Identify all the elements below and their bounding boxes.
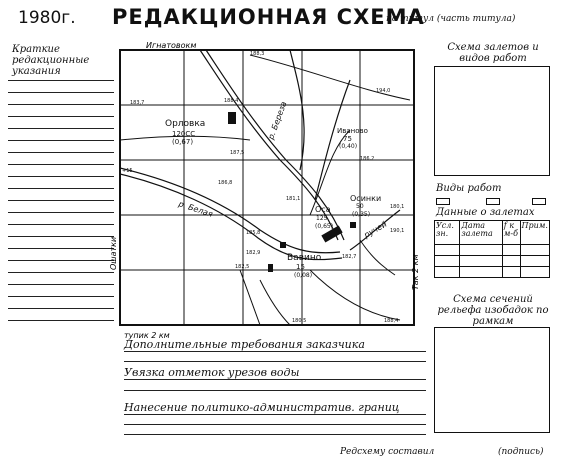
rule-line <box>8 92 114 93</box>
flights-scheme-box <box>434 66 550 176</box>
settlement-osa-pop: 125 <box>316 215 328 222</box>
river-label-bereza: р. Береза <box>266 100 289 141</box>
roads <box>120 55 410 325</box>
flight-data-heading: Данные о залетах <box>436 207 535 218</box>
settlement-osinki-sub: (0,35) <box>352 211 371 218</box>
rule-line <box>8 224 114 225</box>
height-mark: 180,1 <box>390 204 405 210</box>
flight-col-symbol: Усл. зн. <box>435 221 460 245</box>
height-mark: 183,7 <box>130 100 145 106</box>
settlement-osa: Оса <box>315 205 331 214</box>
settlement-orlovka-pop: 120СС <box>172 130 196 138</box>
requirement-water-marks: Увязка отметок урезов воды <box>124 366 300 379</box>
page-subtitle: на титул (часть титула) <box>386 14 516 24</box>
height-mark: 182,5 <box>235 264 250 270</box>
compiled-by-label: Редсхему составил <box>340 447 435 457</box>
page-title: РЕДАКЦИОННАЯ СХЕМА <box>112 5 425 29</box>
settlement-osinki-pop: 50 <box>356 203 364 210</box>
flight-col-f: f к м-б <box>502 221 520 245</box>
height-mark: 185,8 <box>246 230 261 236</box>
map-sketch <box>110 40 420 340</box>
settlement-orlovka-sub: (0,67) <box>172 138 194 146</box>
settlement-ivanovo: Иваново <box>337 127 368 135</box>
rule-line <box>8 188 114 189</box>
height-mark: 186,2 <box>360 156 375 162</box>
flights-scheme-heading: Схема залетов и видов работ <box>447 42 539 64</box>
rule-line <box>8 152 114 153</box>
height-mark: 188,4 <box>224 98 239 104</box>
height-mark: +15 <box>122 168 133 174</box>
height-mark: 182,7 <box>342 254 357 260</box>
height-mark: 187,5 <box>230 150 245 156</box>
instruction-lines <box>8 80 114 330</box>
work-type-swatch <box>486 198 500 205</box>
map-right-label: Так 2 км <box>411 254 420 290</box>
rule-line <box>8 236 114 237</box>
rivers <box>120 50 400 260</box>
requirement-boundaries: Нанесение политико-административ. границ <box>124 401 400 414</box>
rule-line <box>8 176 114 177</box>
settlement-orlovka: Орловка <box>165 119 206 129</box>
height-mark: 182,9 <box>246 250 261 256</box>
height-mark: 194,0 <box>376 88 391 94</box>
height-mark: 188,4 <box>384 318 399 324</box>
height-mark: 186,8 <box>218 180 233 186</box>
section-scheme-box <box>434 327 550 433</box>
river-label-stream: ручей <box>362 219 389 240</box>
settlement-vavino-pop: 15 <box>296 263 305 271</box>
rule-line <box>8 284 114 285</box>
map-top-label: Игнатовокм <box>146 41 197 50</box>
rule-line <box>8 320 114 321</box>
rule-line <box>8 140 114 141</box>
requirement-customer: Дополнительные требования заказчика <box>124 338 365 351</box>
year: 1980г. <box>18 8 76 28</box>
map-left-label: Ошатки <box>109 236 118 270</box>
rule-line <box>8 272 114 273</box>
section-scheme-heading: Схема сечений рельефа изобадок по рамкам <box>437 294 549 327</box>
rule-line <box>8 128 114 129</box>
rule-line <box>8 80 114 81</box>
work-types-heading: Виды работ <box>436 183 502 194</box>
settlement-vavino: Вавино <box>287 253 322 263</box>
flight-col-note: Прим. <box>520 221 549 245</box>
rule-line <box>8 308 114 309</box>
settlement-osa-sub: (0,65) <box>315 223 334 230</box>
rule-line <box>8 164 114 165</box>
rule-line <box>8 104 114 105</box>
rule-line <box>8 248 114 249</box>
work-type-swatch <box>532 198 546 205</box>
rule-line <box>8 200 114 201</box>
settlement-ivanovo-sub: (0,40) <box>339 143 358 150</box>
river-label-belaya: р. Белая <box>177 199 214 219</box>
signature-label: (подпись) <box>498 447 544 457</box>
settlement-vavino-sub: (0,08) <box>294 272 313 279</box>
brief-instructions-heading: Краткие редакционные указания <box>12 44 90 77</box>
rule-line <box>8 296 114 297</box>
settlement-ivanovo-pop: 75 <box>343 135 352 143</box>
settlement-markers <box>228 112 356 272</box>
flight-col-date: Дата залета <box>460 221 502 245</box>
rule-line <box>8 212 114 213</box>
flight-data-table <box>434 220 550 278</box>
work-type-swatch <box>436 198 450 205</box>
height-mark: 190,1 <box>390 228 405 234</box>
map-bottom-label: тупик 2 км <box>124 331 170 340</box>
rule-line <box>8 116 114 117</box>
height-mark: 181,1 <box>286 196 301 202</box>
rule-line <box>8 260 114 261</box>
height-mark: 180,5 <box>292 318 307 324</box>
settlement-osinki: Осинки <box>350 194 382 203</box>
height-mark: 188,3 <box>250 51 265 57</box>
